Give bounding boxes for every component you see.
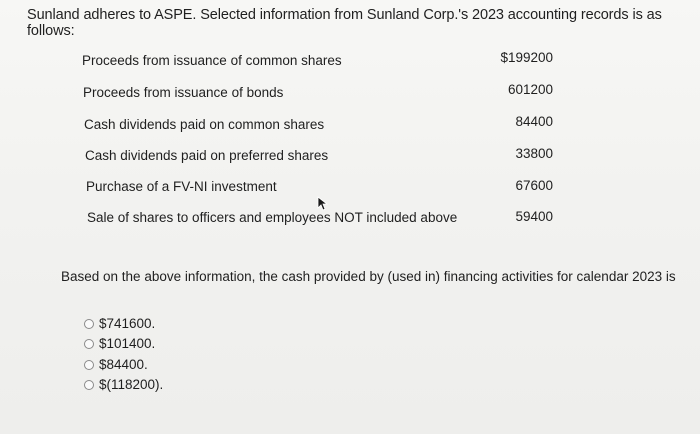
item-label: Cash dividends paid on preferred shares [85, 148, 329, 163]
item-label: Cash dividends paid on common shares [84, 117, 325, 132]
radio-button[interactable] [84, 360, 94, 370]
item-amount: $199200 [500, 50, 553, 65]
option-label: $101400. [99, 336, 156, 351]
radio-button[interactable] [84, 319, 94, 329]
item-label: Sale of shares to officers and employees NOT included above [87, 210, 458, 225]
answer-option-3[interactable] [84, 357, 148, 372]
item-amount: 33800 [515, 146, 553, 161]
radio-button[interactable] [84, 380, 94, 390]
item-amount: 67600 [515, 178, 553, 193]
answer-option-1[interactable] [84, 316, 155, 331]
intro-text: Sunland adheres to ASPE. Selected information from Sunland Corp.'s 2023 accounting records is as follows: [27, 7, 662, 39]
item-amount: 84400 [515, 114, 553, 129]
answer-option-2[interactable] [84, 336, 155, 351]
item-amount: 601200 [507, 82, 553, 97]
item-label: Proceeds from issuance of common shares [82, 53, 342, 68]
option-label: $84400. [99, 357, 148, 372]
item-label: Proceeds from issuance of bonds [83, 85, 284, 100]
item-label: Purchase of a FV-NI investment [86, 179, 277, 194]
option-label: $(118200). [99, 377, 164, 392]
answer-option-4[interactable] [84, 377, 163, 392]
item-amount: 59400 [515, 209, 553, 224]
mouse-cursor-icon [317, 196, 329, 212]
option-label: $741600. [99, 316, 156, 331]
radio-button[interactable] [84, 339, 94, 349]
question-text: Based on the above information, the cash provided by (used in) financing activities for calendar 2023 is [61, 269, 676, 284]
